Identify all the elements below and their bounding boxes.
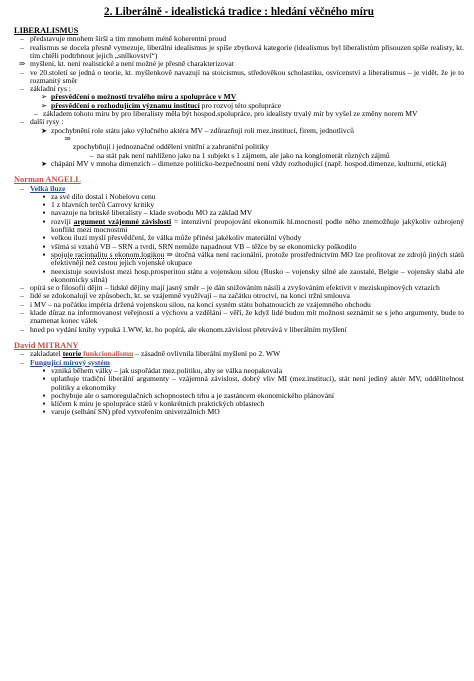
dash-bullet: – bbox=[20, 324, 24, 334]
list-item: – základem tohoto míru by pro liberalisty měla být hospod.spolupráce, pro idealisty trvalý mír by vyšel ze změny norem MV bbox=[14, 110, 464, 118]
list-item: ➢ přesvědčení o možnosti trvalého míru a spolupráce v MV bbox=[14, 93, 464, 101]
dash-bullet: – bbox=[20, 67, 24, 77]
list-item: – klade důraz na informovanost veřejnosti a výchovu a vzdělání – věří, že když lidé budou mít možnost seznámit se s jeho argumenty, bude to znamenat konec válek bbox=[14, 309, 464, 326]
dash-bullet: – bbox=[20, 299, 24, 309]
list-item: – hned po vydání knihy vypuká 1.WW, kt. ho popírá, ale ekonom.závislost přetrvává v liberálním myšlení bbox=[14, 326, 464, 334]
list-item: ▪ rozvíjí argument vzájemné závislosti = intenzivní propojování ekonomik hl.mocností podle něho znemožňuje jakýkoliv ozbrojený konflikt mezi mocnostmi bbox=[14, 218, 464, 235]
list-item: – základní rys : bbox=[14, 85, 464, 93]
dash-bullet: – bbox=[20, 84, 24, 94]
list-item: ▪ neexistuje souvislost mezi hosp.prosperitou státu a vojenskou silou (Rusko – vojensky silné ale zaostalé, Belgie – vojensky slabá ale ekonomicky silná) bbox=[14, 268, 464, 285]
dash-bullet: – bbox=[20, 34, 24, 44]
list-item: ▪ varuje (selhání SN) před vytvořením univerzálních MO bbox=[14, 408, 464, 416]
list-item: – zakladatel teorie funkcionalismu – zásadně ovlivnila liberální myšlení po 2. WW bbox=[14, 350, 464, 358]
square-bullet: ▪ bbox=[42, 374, 46, 384]
square-bullet: ▪ bbox=[42, 266, 46, 276]
list-item: – realismus se docela přesně vymezuje, liberální idealismus je spíše zbytková kategorie (idealismus byl liberalistům přisouzen spíše realisty, kt. tím chtěli podtrhnout jejich „snílkovství“) bbox=[14, 44, 464, 61]
list-item: zpochybňují i jednoznačné oddělení vnitřní a zahraniční politiky bbox=[73, 142, 269, 152]
dash-bullet: – bbox=[20, 283, 24, 293]
dash-bullet: – bbox=[20, 291, 24, 301]
dash-bullet: – bbox=[20, 308, 24, 318]
equiv-arrow-icon: ⇒ bbox=[64, 133, 71, 143]
section-heading-mitrany: David MITRANY bbox=[14, 340, 79, 350]
square-bullet: ▪ bbox=[42, 191, 46, 201]
dash-bullet: – bbox=[20, 117, 24, 127]
list-item: – opírá se o filosofii dějin – lidské dějiny mají jasný směr – je dán snižováním násilí a zvyšováním efektivit v meziskupinových vztazích bbox=[14, 284, 464, 292]
square-bullet: ▪ bbox=[42, 241, 46, 251]
dash-bullet: – bbox=[89, 150, 94, 160]
subheading-fungujici-mirovy-system: Fungující mírový systém bbox=[30, 357, 111, 367]
arrow-bullet-icon: ➤ bbox=[41, 159, 47, 168]
square-bullet: ▪ bbox=[42, 365, 46, 375]
list-item: ▪ vzniká během války – jak uspořádat mez.politiku, aby se válka neopakovala bbox=[14, 367, 464, 375]
square-bullet: ▪ bbox=[42, 399, 46, 409]
list-item: ➢ přesvědčení o rozhodujícím významu institucí pro rozvoj této spolupráce bbox=[14, 102, 464, 110]
list-item: – lidé se zdokonalují ve způsobech, kt. se vzájemně využívají – na začátku otroctví, na konci tržní smlouva bbox=[14, 292, 464, 300]
check-arrow-icon: ➢ bbox=[40, 100, 48, 110]
equiv-bullet: ⇒ bbox=[18, 59, 26, 69]
list-item: – ve 20.století se jedná o teorie, kt. myšlenkově navazují na stoicismus, středověkou scholastiku, osvícenství a liberalismus – je vidět, že je to rozmanitý směr bbox=[14, 69, 464, 86]
list-item: ▪ za své dílo dostal i Nobelovu cenu bbox=[14, 193, 464, 201]
dash-bullet: – bbox=[20, 349, 24, 359]
list-item: ➤ zpochybnění role státu jako výlučného aktéra MV – zdůrazňují roli mez.institucí, firem, jednotlivců bbox=[14, 127, 464, 135]
list-item: ▪ spojuje racionalitu s ekonom.logikou ⇒ útočná válka není racionální, protože prostřednictvím MO lze profitovat ze zdrojů jiných států efektivněji než cestou jejich vojenské okupace bbox=[14, 251, 464, 268]
list-item: ▪ pochybuje ale o samoregulačních schopnostech trhu a je zastáncem ekonomického plánování bbox=[14, 392, 464, 400]
dash-bullet: – bbox=[20, 357, 24, 367]
list-item: ▪ všímá si vztahů VB – SRN a tvrdí, SRN nemůže napadnout VB – těžce by se ekonomicky poškodilo bbox=[14, 243, 464, 251]
list-item: – i MV – na počátku impéria držená vojenskou silou, na konci systém státu bohatnoucích ze vzájemného obchodu bbox=[14, 301, 464, 309]
list-item: ▪ klíčem k míru je spolupráce států v konkrétních praktických oblastech bbox=[14, 400, 464, 408]
square-bullet: ▪ bbox=[42, 200, 46, 210]
section-heading-angell: Norman ANGELL bbox=[14, 175, 81, 185]
dash-bullet: – bbox=[20, 42, 24, 52]
square-bullet: ▪ bbox=[42, 216, 46, 226]
document-title: 2. Liberálně - idealistická tradice : hledání věčného míru bbox=[103, 6, 375, 18]
subheading-velka-iluze: Velká iluze bbox=[30, 183, 66, 193]
square-bullet: ▪ bbox=[42, 208, 46, 218]
square-bullet: ▪ bbox=[42, 249, 46, 259]
list-item: ▪ uplatňuje tradiční liberální argumenty – vzájemná závislost, dobrý vliv MI (mez.instituci), stát není jediný aktér MV, oddělitelnost politiky a ekonomiky bbox=[14, 375, 464, 392]
list-item: – další rysy : bbox=[14, 118, 464, 126]
dash-bullet: – bbox=[34, 109, 38, 119]
section-heading-liberalismus: LIBERALISMUS bbox=[14, 26, 79, 35]
list-item: ⇒ myšlení, kt. není realistické a není možné je přesně charakterizovat bbox=[14, 60, 464, 68]
list-item: – představuje mnohem širší a tím mnohem méně koherentní proud bbox=[14, 35, 464, 43]
dash-bullet: – bbox=[20, 183, 24, 193]
check-arrow-icon: ➢ bbox=[40, 92, 48, 102]
list-item: ➤ chápání MV v mnoha dimenzích – dimenze politicko-bezpečnostní není vždy rozhodující (např. hospod.dimenze, kulturní, etická) bbox=[14, 160, 464, 168]
square-bullet: ▪ bbox=[42, 390, 46, 400]
square-bullet: ▪ bbox=[42, 233, 46, 243]
list-item: – na stát pak není nahlíženo jako na 1 subjekt s 1 zájmem, ale jako na konglomerát různých zájmů bbox=[14, 152, 464, 160]
list-item: ▪ navazuje na britské liberalisty – klade svobodu MO za základ MV bbox=[14, 209, 464, 217]
square-bullet: ▪ bbox=[42, 407, 46, 417]
list-item: ▪ 1 z hlavních terčů Carrovy kritiky bbox=[14, 201, 464, 209]
arrow-bullet-icon: ➤ bbox=[41, 126, 47, 135]
list-item: ▪ velkou iluzí myslí přesvědčení, že válka může přinést jakékoliv materiální výhody bbox=[14, 234, 464, 242]
